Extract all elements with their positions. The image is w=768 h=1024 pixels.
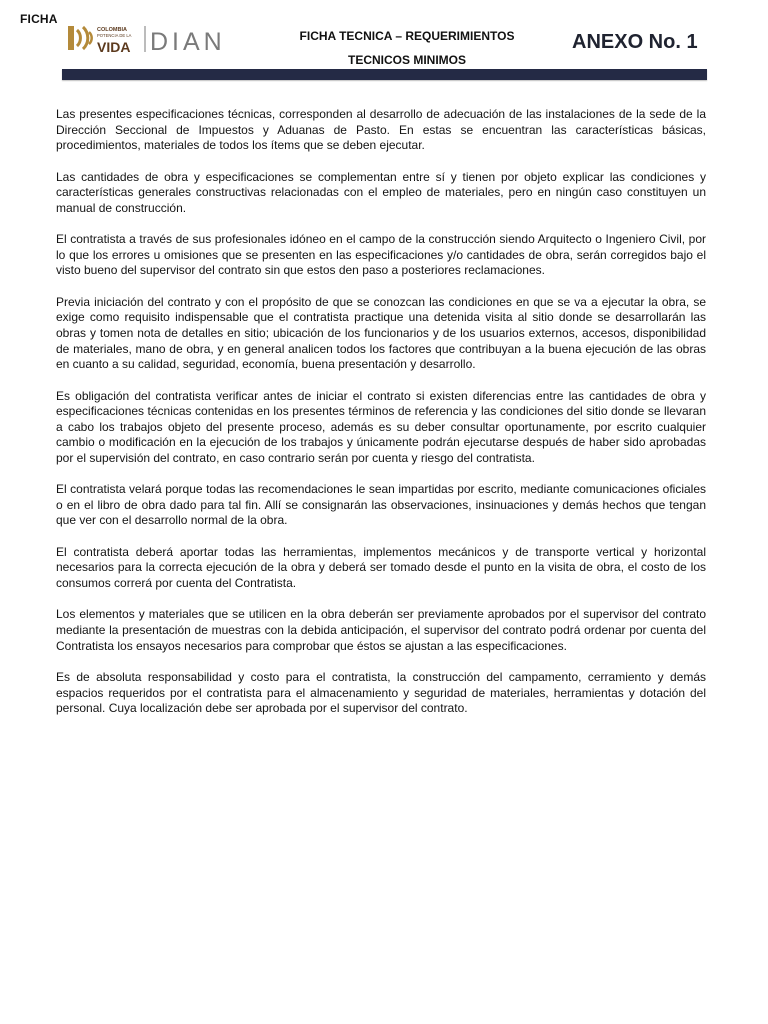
title-line-2: TECNICOS MINIMOS	[347, 53, 466, 67]
paragraph: El contratista deberá aportar todas las herramientas, implementos mecánicos y de transporte vertical y horizontal necesarios para la correcta ejecución de la obra y deberá ser tomado desde el punto en la visita de obra, el costo de los consumos correrá por cuenta del Contratista.	[56, 544, 706, 591]
colombia-dian-logo	[64, 22, 254, 58]
annex-label: ANEXO No. 1	[572, 31, 698, 53]
paragraph: Las cantidades de obra y especificaciones se complementan entre sí y tienen por objeto explicar las condiciones y características generales constructivas relacionadas con el empleo de materiales, pero en ningún caso constituyen un manual de construcción.	[56, 169, 706, 215]
corner-label: FICHA	[20, 12, 58, 26]
paragraph: El contratista velará porque todas las recomendaciones le sean impartidas por escrito, mediante comunicaciones oficiales o en el libro de obra dado para tal fin. Allí se consignarán las observaciones, insinuaciones y demás hechos que tengan que ver con el desarrollo normal de la obra.	[56, 482, 706, 528]
logo-org: DIAN	[150, 28, 226, 56]
paragraph: Es de absoluta responsabilidad y costo para el contratista, la construcción del campamento, cerramiento y demás espacios requeridos por el contratista para el almacenamiento y seguridad de materiales, herramientas y dotación del personal. Cuya localización debe ser aprobada por el supervisor del contrato.	[56, 670, 706, 716]
document-body	[56, 107, 706, 733]
document-title	[262, 27, 552, 69]
title-line-1: FICHA TECNICA – REQUERIMIENTOS	[299, 29, 515, 43]
paragraph: Previa iniciación del contrato y con el propósito de que se conozcan las condiciones en que se va a ejecutar la obra, se exige como requisito indispensable que el contratista practique una detenida visita al sitio donde se desarrollarán las obras y tomen nota de detalles en sitio; ubicación de los funcionarios y de los usuarios externos, accesos, disponibilidad de materiales, mano de obra, y en general analicen todos los factores que contribuyan a la buena ejecución de las obras en cuanto a su calidad, seguridad, economía, buena presentación y desarrollo.	[56, 294, 706, 372]
logo-line1: COLOMBIA	[97, 27, 127, 33]
logo-line2: POTENCIA DE LA	[97, 33, 132, 38]
logo-line3: VIDA	[97, 39, 131, 55]
paragraph: Es obligación del contratista verificar antes de iniciar el contrato si existen diferencias entre las cantidades de obra y especificaciones técnicas contenidas en los presentes términos de referencia y las condiciones del sitio donde se llevaran a cabo los trabajos objeto del presente proceso, además es su deber consultar oportunamente, por escrito cualquier cambio o modificación en la ejecución de los trabajos y únicamente podrán ejecutarse después de haber sido aprobadas por el supervisión del contrato, en caso contrario serán por cuenta y riesgo del contratista.	[56, 388, 706, 465]
paragraph: El contratista a través de sus profesionales idóneo en el campo de la construcción siendo Arquitecto o Ingeniero Civil, por lo que los errores u omisiones que se presenten en las especificaciones y/o cantidades de obra, serán corregidos bajo el visto bueno del supervisor del contrato sin que estos den paso a posteriores reclamaciones.	[56, 232, 706, 278]
header-divider-bar	[62, 69, 707, 80]
paragraph: Las presentes especificaciones técnicas, corresponden al desarrollo de adecuación de las instalaciones de la sede de la Dirección Seccional de Impuestos y Aduanas de Pasto. En estas se encuentran las características básicas, procedimientos, materiales de todos los ítems que se deben ejecutar.	[56, 107, 706, 153]
paragraph: Los elementos y materiales que se utilicen en la obra deberán ser previamente aprobados por el supervisor del contrato mediante la presentación de muestras con la debida anticipación, el supervisor del contrato podrá ordenar por cuenta del Contratista los ensayos necesarios para comprobar que éstos se ajustan a las especificaciones.	[56, 607, 706, 653]
wave-icon	[68, 26, 92, 50]
